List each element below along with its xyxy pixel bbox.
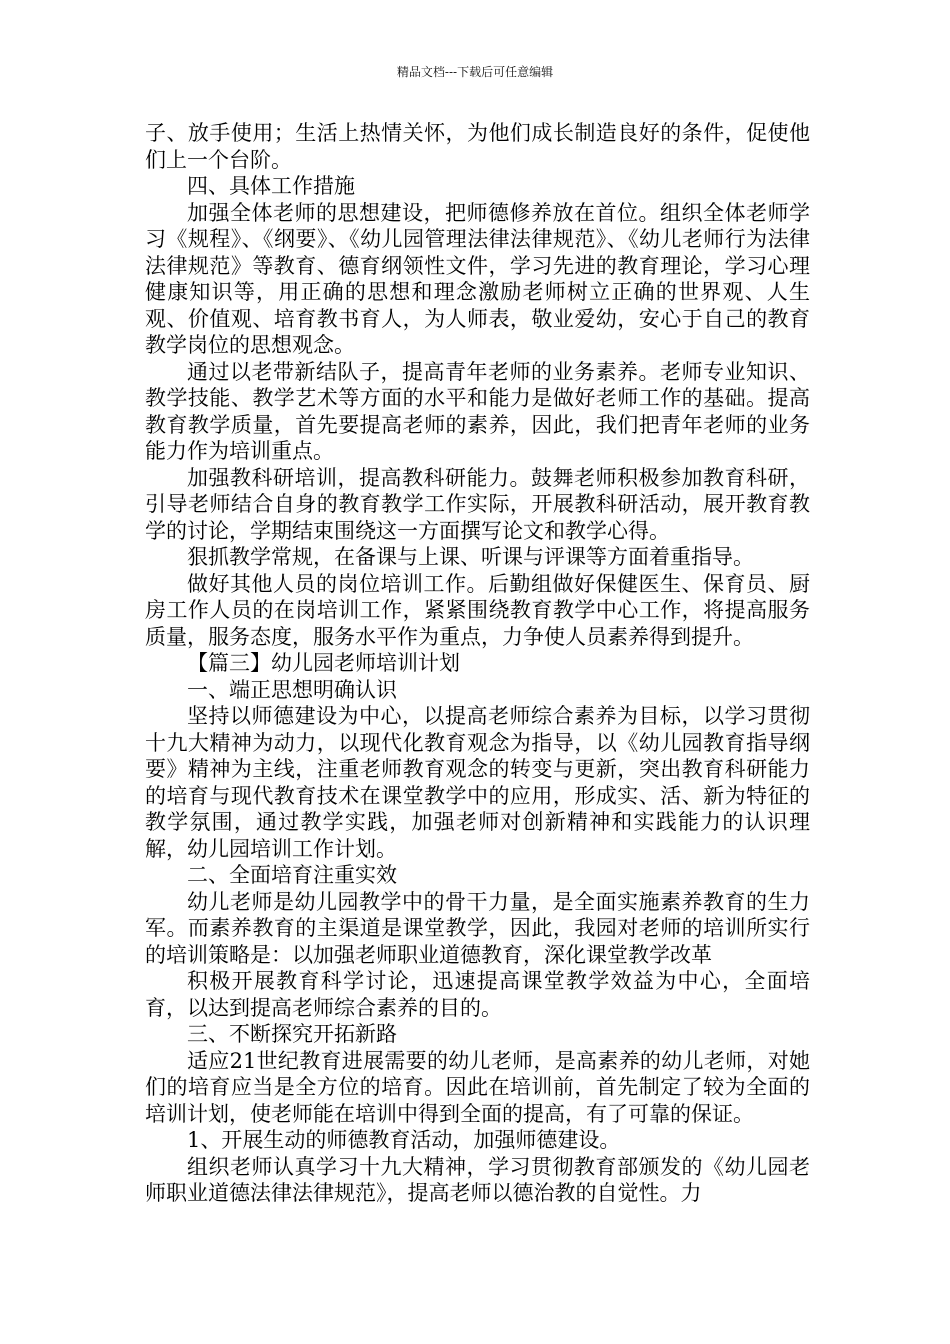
subsection-heading-1: 1、开展生动的师德教育活动，加强师德建设。	[187, 1128, 621, 1152]
paragraph: 积极开展教育科学讨论，迅速提高课堂教学效益为中心，全面培育，以达到提高老师综合素养的目的。	[145, 969, 810, 1020]
paragraph-continued: 子、放手使用；生活上热情关怀，为他们成长制造良好的条件，促使他们上一个台阶。	[145, 121, 810, 172]
paragraph: 幼儿老师是幼儿园教学中的骨干力量，是全面实施素养教育的生力军。而素养教育的主渠道是课堂教学，因此，我园对老师的培训所实行的培训策略是：以加强老师职业道德教育，深化课堂教学改革	[145, 889, 810, 967]
section-heading-2: 二、全面培育注重实效	[187, 863, 397, 887]
paragraph: 通过以老带新结队子，提高青年老师的业务素养。老师专业知识、教学技能、教学艺术等方面的水平和能力是做好老师工作的基础。提高教育教学质量，首先要提高老师的素养，因此，我们把青年老师的业务能力作为培训重点。	[145, 359, 810, 463]
section-heading-3: 三、不断探究开拓新路	[187, 1022, 397, 1046]
section-heading-measures: 四、具体工作措施	[187, 174, 355, 198]
document-body	[145, 120, 810, 1207]
paragraph: 组织老师认真学习十九大精神，学习贯彻教育部颁发的《幼儿园老师职业道德法律法律规范》，提高老师以德治教的自觉性。力	[145, 1154, 810, 1205]
paragraph: 适应21世纪教育进展需要的幼儿老师，是高素养的幼儿老师，对她们的培育应当是全方位的培育。因此在培训前，首先制定了较为全面的培训计划，使老师能在培训中得到全面的提高，有了可靠的保证。	[145, 1048, 810, 1126]
section-heading-1: 一、端正思想明确认识	[187, 677, 397, 702]
article-title: 【篇三】幼儿园老师培训计划	[187, 651, 460, 675]
paragraph: 做好其他人员的岗位培训工作。后勤组做好保健医生、保育员、厨房工作人员的在岗培训工作，紧紧围绕教育教学中心工作，将提高服务质量，服务态度，服务水平作为重点，力争使人员素养得到提升。	[145, 571, 810, 649]
paragraph: 坚持以师德建设为中心，以提高老师综合素养为目标，以学习贯彻十九大精神为动力，以现代化教育观念为指导，以《幼儿园教育指导纲要》精神为主线，注重老师教育观念的转变与更新，突出教育科研能力的培育与现代教育技术在课堂教学中的应用，形成实、活、新为特征的教学氛围，通过教学实践，加强老师对创新精神和实践能力的认识理解，幼儿园培训工作计划。	[145, 704, 810, 861]
paragraph: 狠抓教学常规，在备课与上课、听课与评课等方面着重指导。	[187, 545, 754, 569]
page-header: 精品文档---下载后可任意编辑	[396, 65, 554, 79]
paragraph: 加强全体老师的思想建设，把师德修养放在首位。组织全体老师学习《规程》、《纲要》、《幼儿园管理法律法律规范》、《幼儿老师行为法律法律规范》等教育、德育纲领性文件，学习先进的教育理论，学习心理健康知识等，用正确的思想和理念激励老师树立正确的世界观、人生观、价值观、培育教书育人，为人师表，敬业爱幼，安心于自己的教育教学岗位的思想观念。	[145, 200, 810, 357]
paragraph: 加强教科研培训，提高教科研能力。鼓舞老师积极参加教育科研，引导老师结合自身的教育教学工作实际，开展教科研活动，展开教育教学的讨论，学期结束围绕这一方面撰写论文和教学心得。	[145, 465, 810, 543]
